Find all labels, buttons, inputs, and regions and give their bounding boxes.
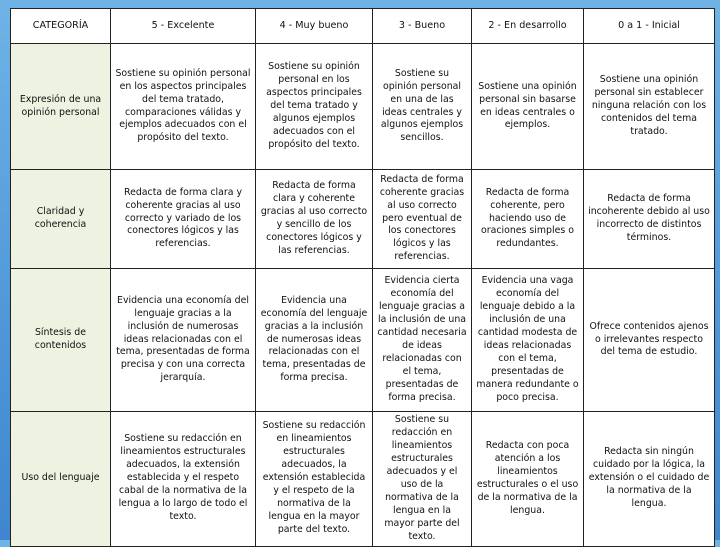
criterion-cell: Sostiene su opinión personal en una de las ideas centrales y algunos ejemplos sencillos.	[373, 44, 472, 170]
criterion-cell: Redacta de forma coherente gracias al uso correcto pero eventual de los conectores lógicos y las referencias.	[373, 170, 472, 269]
category-cell: Expresión de una opinión personal	[11, 44, 111, 170]
criterion-cell: Redacta de forma clara y coherente gracias al uso correcto y variado de los conectores lógicos y las referencias.	[111, 170, 256, 269]
criterion-cell: Sostiene una opinión personal sin basarse en ideas centrales o ejemplos.	[472, 44, 584, 170]
header-level-5: 5 - Excelente	[111, 9, 256, 44]
criterion-cell: Redacta de forma coherente, pero haciendo uso de oraciones simples o redundantes.	[472, 170, 584, 269]
criterion-cell: Sostiene su redacción en lineamientos estructurales adecuados y el uso de la normativa de la lengua en la mayor parte del texto.	[373, 412, 472, 547]
rubric-row	[11, 170, 715, 269]
criterion-cell: Evidencia una vaga economía del lenguaje debido a la inclusión de una cantidad modesta de ideas relacionadas con el tema, presentadas de manera redundante o poco precisa.	[472, 269, 584, 412]
criterion-cell: Redacta de forma clara y coherente gracias al uso correcto y sencillo de los conectores lógicos y las referencias.	[256, 170, 373, 269]
rubric-row	[11, 269, 715, 412]
header-level-2: 2 - En desarrollo	[472, 9, 584, 44]
criterion-cell: Sostiene su redacción en lineamientos estructurales adecuados, la extensión establecida y el respeto de la normativa de la lengua en la mayor parte del texto.	[256, 412, 373, 547]
header-category: CATEGORÍA	[11, 9, 111, 44]
criterion-cell: Redacta de forma incoherente debido al uso incorrecto de distintos términos.	[584, 170, 715, 269]
criterion-cell: Evidencia una economía del lenguaje gracias a la inclusión de numerosas ideas relacionadas con el tema, presentadas de forma precisa y con una correcta jerarquía.	[111, 269, 256, 412]
criterion-cell: Evidencia una economía del lenguaje gracias a la inclusión de numerosas ideas relacionadas con el tema, presentadas de forma precisa.	[256, 269, 373, 412]
criterion-cell: Sostiene una opinión personal sin establecer ninguna relación con los contenidos del tema tratado.	[584, 44, 715, 170]
rubric-row	[11, 412, 715, 547]
header-level-4: 4 - Muy bueno	[256, 9, 373, 44]
category-cell: Claridad y coherencia	[11, 170, 111, 269]
rubric-row	[11, 44, 715, 170]
header-level-0-1: 0 a 1 - Inicial	[584, 9, 715, 44]
criterion-cell: Evidencia cierta economía del lenguaje gracias a la inclusión de una cantidad necesaria de ideas relacionadas con el tema, presentadas de forma precisa.	[373, 269, 472, 412]
criterion-cell: Sostiene su opinión personal en los aspectos principales del tema tratado y algunos ejemplos adecuados con el propósito del texto.	[256, 44, 373, 170]
rubric-table	[10, 8, 715, 547]
header-row	[11, 9, 715, 44]
criterion-cell: Ofrece contenidos ajenos o irrelevantes respecto del tema de estudio.	[584, 269, 715, 412]
category-cell: Uso del lenguaje	[11, 412, 111, 547]
criterion-cell: Redacta con poca atención a los lineamientos estructurales o el uso de la normativa de la lengua.	[472, 412, 584, 547]
header-level-3: 3 - Bueno	[373, 9, 472, 44]
criterion-cell: Redacta sin ningún cuidado por la lógica, la extensión o el cuidado de la normativa de la lengua.	[584, 412, 715, 547]
criterion-cell: Sostiene su redacción en lineamientos estructurales adecuados, la extensión establecida y el respeto cabal de la normativa de la lengua a lo largo de todo el texto.	[111, 412, 256, 547]
category-cell: Síntesis de contenidos	[11, 269, 111, 412]
criterion-cell: Sostiene su opinión personal en los aspectos principales del tema tratado, comparaciones válidas y ejemplos adecuados con el propósito del texto.	[111, 44, 256, 170]
